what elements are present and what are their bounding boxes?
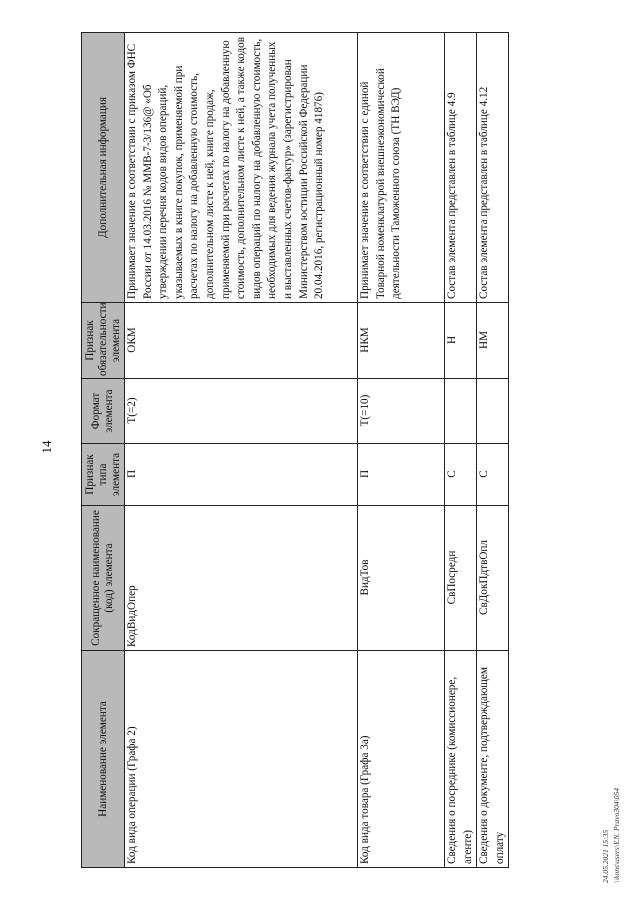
cell-type: П [125,444,358,506]
cell-name: Код вида операции (Графа 2) [125,651,358,868]
footer-path: \\kons\users\Y.N. Pravo304\054 [612,788,621,883]
cell-name: Код вида товара (Графа 3а) [358,651,445,868]
table-row [125,33,358,868]
cell-type: С [477,444,509,506]
header-additional-info: Дополнительная информация [82,33,125,303]
cell-code: СвПосредн [445,506,477,651]
cell-info: Принимает значение в соответствии с единой Товарной номенклатурой внешнеэкономической деятельности Таможенного союза (ТН ВЭД) [358,33,445,303]
cell-info: Состав элемента представлен в таблице 4.9 [445,33,477,303]
cell-required: НМ [477,303,509,379]
cell-format: T(=10) [358,379,445,444]
cell-format [445,379,477,444]
header-element-name: Наименование элемента [82,651,125,868]
cell-format: T(=2) [125,379,358,444]
header-element-type: Признак типа элемента [82,444,125,506]
cell-name: Сведения о посреднике (комиссионере, агенте) [445,651,477,868]
cell-type: С [445,444,477,506]
header-element-required: Признак обязательности элемента [82,303,125,379]
cell-code: ВидТов [358,506,445,651]
cell-required: ОКМ [125,303,358,379]
header-element-format: Формат элемента [82,379,125,444]
elements-table [81,32,509,868]
cell-code: СвДокПдтвОпл [477,506,509,651]
cell-type: П [358,444,445,506]
cell-name: Сведения о документе, подтверждающем оплату [477,651,509,868]
cell-required: Н [445,303,477,379]
document-table-wrapper [81,33,506,868]
cell-required: НКМ [358,303,445,379]
print-footer [600,763,626,883]
cell-info: Принимает значение в соответствии с приказом ФНС России от 14.03.2016 № ММВ-7-3/136@ «Об утверждении перечня кодов видов операций, указываемых в книге покупок, применяемой при расчетах по налогу на добавленную стоимость, дополнительном листе к ней, книге продаж, применяемой при расчетах по налогу на добавленную стоимость, дополнительном листе к ней, а также кодов видов операций по налогу на добавленную стоимость, необходимых для ведения журнала учета полученных и выставленных счетов-фактур» (зарегистрирован Министерством юстиции Российской Федерации 20.04.2016, регистрационный номер 41876) [125,33,358,303]
table-header-row [82,33,125,868]
document-table-rotated [81,33,506,868]
cell-info: Состав элемента представлен в таблице 4.12 [477,33,509,303]
page-number: 14 [39,440,54,454]
footer-timestamp: 24.05.2021 15:35 [601,829,610,883]
table-row [445,33,477,868]
cell-format [477,379,509,444]
header-element-code: Сокращенное наименование (код) элемента [82,506,125,651]
table-row [477,33,509,868]
cell-code: КодВидОпер [125,506,358,651]
table-row [358,33,445,868]
